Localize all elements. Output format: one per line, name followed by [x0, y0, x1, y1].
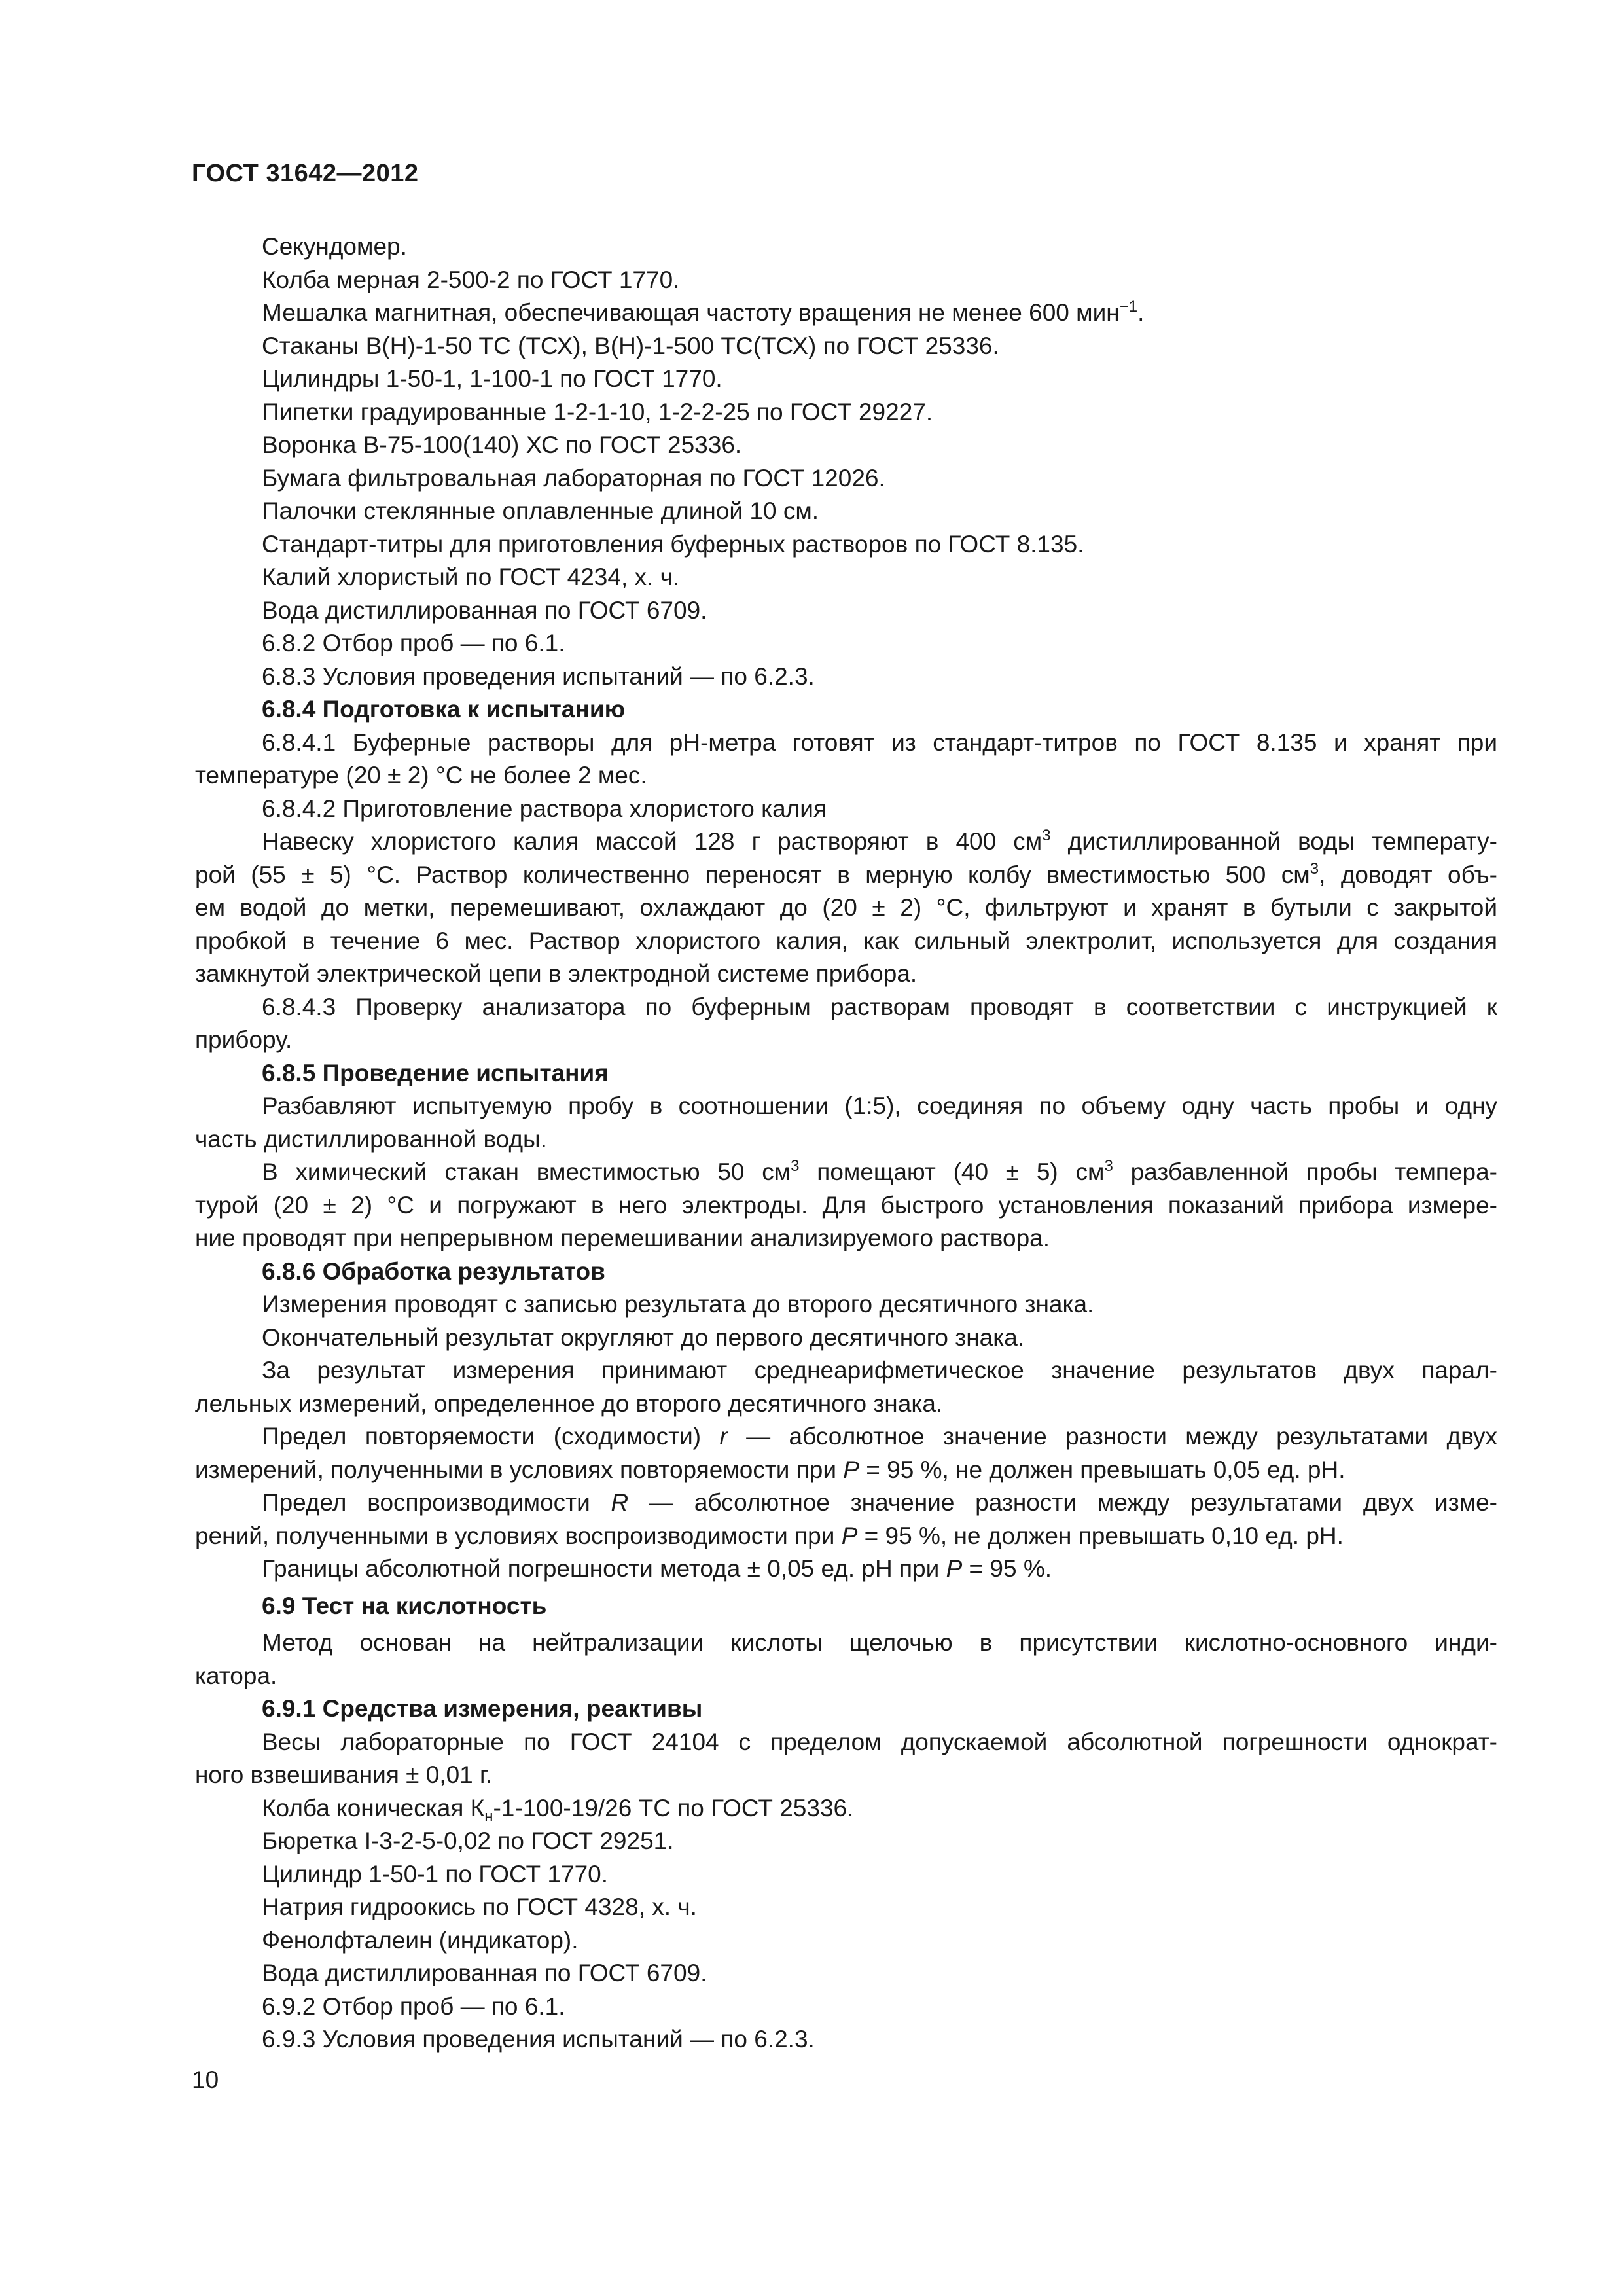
page-body — [195, 230, 1497, 2056]
text-line: 6.8.4.1 Буферные растворы для рН-метра готовят из стандарт-титров по ГОСТ 8.135 и хранят при — [262, 728, 1497, 756]
text-line: прибору. — [195, 1026, 293, 1053]
text-line: Вода дистиллированная по ГОСТ 6709. — [262, 1960, 707, 1986]
text-line: катора. — [195, 1662, 277, 1689]
text-line: пробкой в течение 6 мес. Раствор хлористого калия, как сильный электролит, используется для создания — [195, 927, 1497, 954]
text-line: замкнутой электрической цепи в электродной системе прибора. — [195, 960, 918, 987]
text-line: Разбавляют испытуемую пробу в соотношении (1:5), соединяя по объему одну часть пробы и одну — [262, 1092, 1497, 1119]
text-line: 6.9.3 Условия проведения испытаний — по 6.2.3. — [262, 2026, 815, 2053]
document-standard-header: ГОСТ 31642—2012 — [192, 160, 419, 187]
text-line: измерений, полученными в условиях повторяемости при Р = 95 %, не должен превышать 0,05 ед. рН. — [195, 1456, 1346, 1483]
text-line: турой (20 ± 2) °С и погружают в него электроды. Для быстрого установления показаний прибора измере- — [195, 1191, 1497, 1219]
text-line: Секундомер. — [262, 233, 407, 260]
text-line: ем водой до метки, перемешивают, охлаждают до (20 ± 2) °С, фильтруют и хранят в бутыли с закрытой — [195, 894, 1497, 921]
text-line: Навеску хлористого калия массой 128 г растворяют в 400 $см^3$ дистиллированной воды температу- — [262, 827, 1497, 855]
text-line: Фенолфталеин (индикатор). — [262, 1926, 579, 1954]
section-heading-6-8-4: 6.8.4 Подготовка к испытанию — [262, 696, 626, 723]
text-line: Колба мерная 2-500-2 по ГОСТ 1770. — [262, 266, 680, 293]
text-line: Измерения проводят с записью результата до второго десятичного знака. — [262, 1291, 1094, 1318]
text-line: Вода дистиллированная по ГОСТ 6709. — [262, 596, 707, 624]
text-line: Калий хлористый по ГОСТ 4234, х. ч. — [262, 564, 680, 590]
text-line: 6.8.4.2 Приготовление раствора хлористого калия — [262, 795, 827, 822]
text-line: Колба коническая $К_н-1-100-19/26$ ТС по ГОСТ 25336. — [262, 1794, 854, 1825]
text-line: Палочки стеклянные оплавленные длиной 10 см. — [262, 497, 819, 524]
section-heading-6-9-1: 6.9.1 Средства измерения, реактивы — [262, 1695, 703, 1722]
section-heading-6-8-6: 6.8.6 Обработка результатов — [262, 1257, 605, 1285]
text-line: 6.8.2 Отбор проб — по 6.1. — [262, 630, 565, 656]
text-line: Пипетки градуированные 1-2-1-10, 1-2-2-25 по ГОСТ 29227. — [262, 398, 933, 425]
text-line: температуре (20 ± 2) °С не более 2 мес. — [195, 762, 647, 789]
text-line: 6.8.4.3 Проверку анализатора по буферным растворам проводят в соответствии с инструкцией к — [262, 993, 1497, 1020]
text-line: Стандарт-титры для приготовления буферных растворов по ГОСТ 8.135. — [262, 530, 1084, 558]
text-line: Предел повторяемости (сходимости) r — абсолютное значение разности между результатами двух — [262, 1423, 1497, 1450]
text-line: Цилиндр 1-50-1 по ГОСТ 1770. — [262, 1860, 609, 1888]
text-line: ного взвешивания ± 0,01 г. — [195, 1761, 493, 1788]
text-line: Мешалка магнитная, обеспечивающая частоту вращения не менее 600 мин$^{-1}$. — [262, 298, 1145, 326]
text-line: Предел воспроизводимости R — абсолютное значение разности между результатами двух изме- — [262, 1489, 1497, 1516]
text-line: ние проводят при непрерывном перемешивании анализируемого раствора. — [195, 1225, 1050, 1251]
text-line: рой (55 ± 5) °С. Раствор количественно переносят в мерную колбу вместимостью 500 $см^3$, доводят объ- — [195, 859, 1497, 888]
page-number: 10 — [192, 2066, 219, 2093]
text-line: Бумага фильтровальная лабораторная по ГОСТ 12026. — [262, 464, 885, 492]
text-line: часть дистиллированной воды. — [195, 1125, 547, 1153]
text-line: Бюретка I-3-2-5-0,02 по ГОСТ 29251. — [262, 1827, 674, 1854]
text-line: Стаканы В(Н)-1-50 ТС (ТСХ), В(Н)-1-500 ТС(ТСХ) по ГОСТ 25336. — [262, 332, 999, 359]
text-line: В химический стакан вместимостью 50 $см^3$ помещают (40 ± 5) $см^3$ разбавленной пробы темпера- — [262, 1157, 1497, 1185]
text-line: 6.8.3 Условия проведения испытаний — по 6.2.3. — [262, 662, 815, 690]
text-line: Воронка В-75-100(140) ХС по ГОСТ 25336. — [262, 431, 742, 458]
text-line: Окончательный результат округляют до первого десятичного знака. — [262, 1323, 1025, 1351]
text-line: Весы лабораторные по ГОСТ 24104 с пределом допускаемой абсолютной погрешности однократ- — [262, 1728, 1497, 1755]
section-heading-6-8-5: 6.8.5 Проведение испытания — [262, 1059, 609, 1086]
text-line: 6.9.2 Отбор проб — по 6.1. — [262, 1992, 565, 2020]
text-line: Цилиндры 1-50-1, 1-100-1 по ГОСТ 1770. — [262, 365, 722, 392]
text-line: рений, полученными в условиях воспроизводимости при Р = 95 %, не должен превышать 0,10 ед. рН. — [195, 1522, 1344, 1549]
text-line: Границы абсолютной погрешности метода ± 0,05 ед. рН при Р = 95 %. — [262, 1555, 1052, 1582]
text-line: Метод основан на нейтрализации кислоты щелочью в присутствии кислотно-основного инди- — [262, 1629, 1497, 1656]
text-line: лельных измерений, определенное до второго десятичного знака. — [195, 1390, 943, 1417]
text-line: За результат измерения принимают среднеарифметическое значение результатов двух парал- — [262, 1357, 1497, 1384]
text-line: Натрия гидроокись по ГОСТ 4328, х. ч. — [262, 1893, 697, 1920]
section-heading-6-9: 6.9 Тест на кислотность — [262, 1592, 547, 1619]
